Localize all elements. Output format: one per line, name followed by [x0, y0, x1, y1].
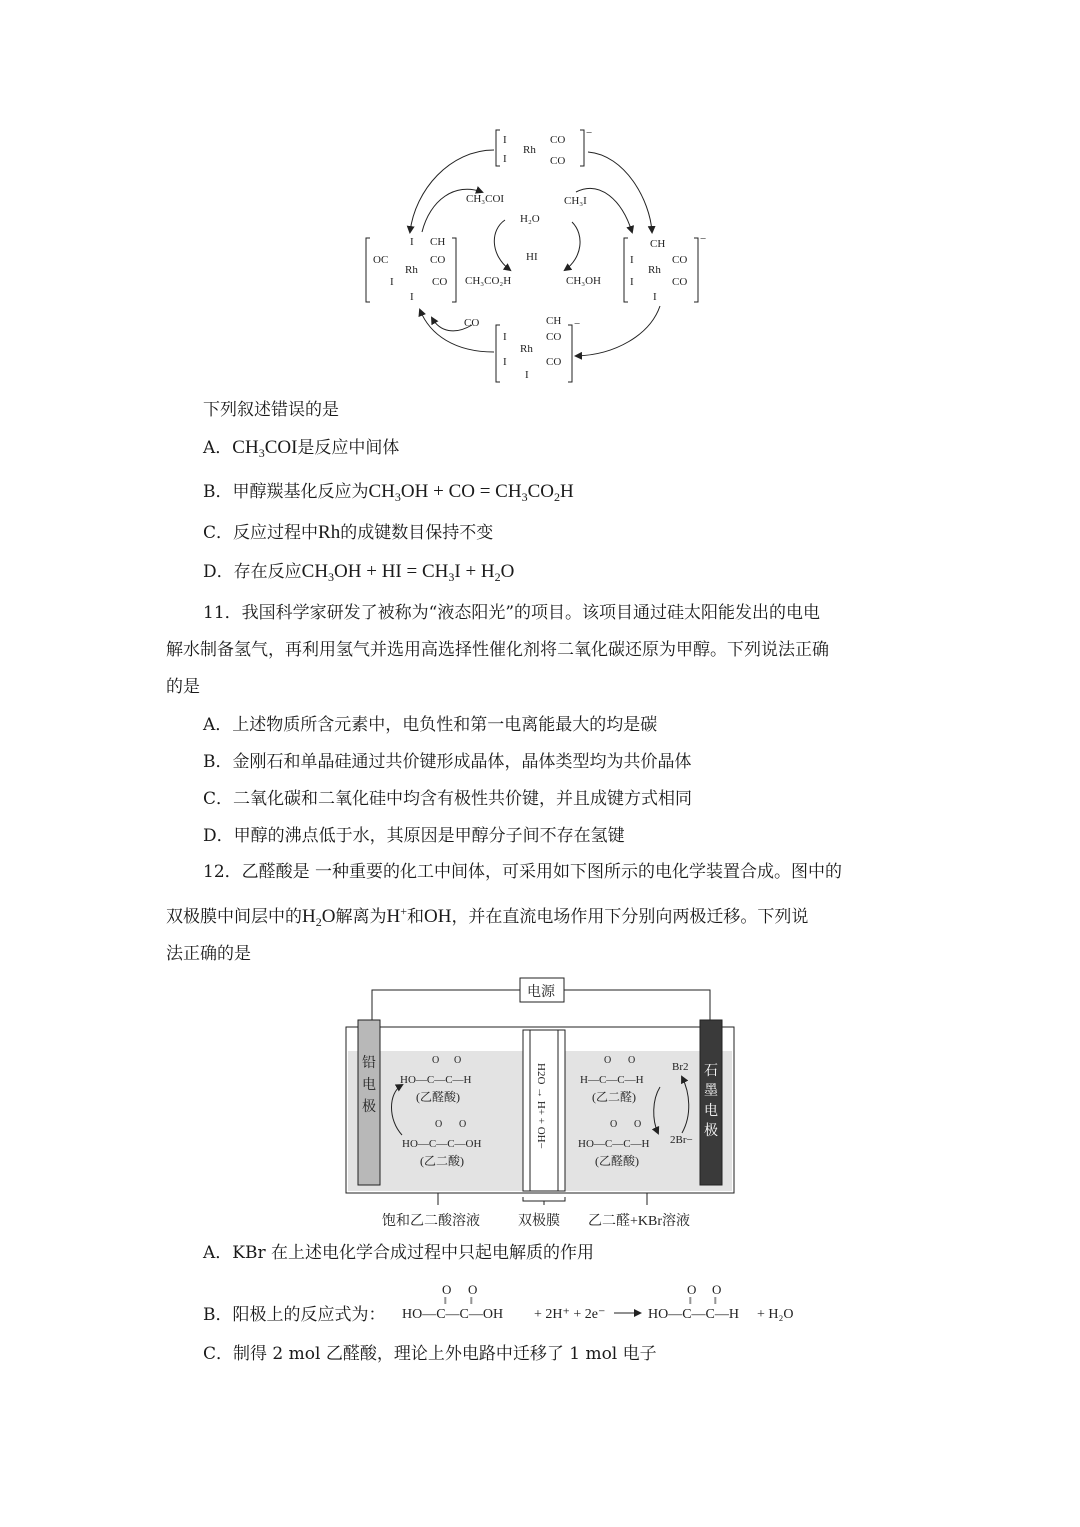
option-c-prefix: C．反应过程中 [203, 523, 319, 543]
svg-text:石: 石 [704, 1064, 718, 1079]
q10-option-c[interactable] [203, 521, 493, 545]
svg-text:CO: CO [432, 276, 448, 288]
svg-text:O: O [468, 1282, 478, 1297]
svg-text:I: I [503, 331, 507, 343]
svg-text:HO—C—C—H: HO—C—C—H [400, 1074, 472, 1086]
q12-line2-part-d: ，并在直流电场作用下分别向两极迁移。下列说 [451, 907, 809, 927]
svg-text:O: O [459, 1119, 467, 1130]
svg-text:Rh: Rh [405, 264, 418, 276]
svg-text:I: I [503, 134, 507, 146]
svg-text:I: I [653, 291, 657, 303]
q12-line2-part-a: 双极膜中间层中的 [166, 907, 302, 927]
label-right-solution: 乙二醛+KBr溶液 [588, 1214, 691, 1229]
option-b-equation: $CH_3OH$ + CO = $CH_3CO_2H$ [368, 481, 574, 504]
svg-text:O: O [634, 1119, 642, 1130]
membrane-equation: H2O → H+ + OH− [535, 1063, 547, 1149]
svg-text:极: 极 [362, 1100, 376, 1115]
svg-text:Rh: Rh [648, 264, 661, 276]
svg-text:O: O [610, 1119, 618, 1130]
species-hi: HI [526, 251, 538, 263]
q12-stem-line1: 12．乙醛酸是 一种重要的化工中间体，可采用如下图所示的电化学装置合成。图中的 [203, 862, 843, 882]
q12-oh: OH [423, 906, 452, 927]
q12-stem-line2 [166, 905, 808, 929]
anode-reaction-equation [402, 1278, 812, 1330]
q11-stem-line3: 的是 [166, 677, 200, 697]
label-membrane: 双极膜 [518, 1214, 560, 1229]
q11-option-d[interactable]: D．甲醇的沸点低于水，其原因是甲醇分子间不存在氢键 [203, 826, 625, 846]
q12-option-a[interactable]: A．KBr 在上述电化学合成过程中只起电解质的作用 [203, 1243, 594, 1263]
svg-text:CO: CO [550, 155, 566, 167]
svg-text:墨: 墨 [704, 1084, 718, 1099]
svg-text:(乙二酸): (乙二酸) [420, 1154, 464, 1168]
svg-text:I: I [630, 254, 634, 266]
option-a-formula: $CH_3COI$ [232, 437, 298, 460]
svg-text:HO—C—C—H: HO—C—C—H [648, 1307, 740, 1322]
svg-text:Rh: Rh [520, 343, 533, 355]
svg-text:−: − [586, 127, 593, 139]
label-left-solution: 饱和乙二酸溶液 [382, 1214, 480, 1229]
svg-text:‖: ‖ [470, 1296, 473, 1307]
species-ch3co2h: CH₃CO₂H [465, 275, 512, 287]
svg-text:O: O [604, 1055, 612, 1066]
svg-text:CO: CO [430, 254, 446, 266]
svg-text:(乙醛酸): (乙醛酸) [416, 1090, 460, 1104]
svg-text:CH: CH [430, 236, 446, 248]
species-co: CO [464, 317, 480, 329]
svg-text:I: I [525, 369, 529, 381]
svg-text:O: O [435, 1119, 443, 1130]
svg-text:Rh: Rh [523, 144, 536, 156]
species-ch3coi: CH₃COI [466, 193, 505, 205]
svg-text:I: I [503, 153, 507, 165]
option-a-text: 是反应中间体 [297, 438, 400, 458]
q12-option-b[interactable] [203, 1303, 386, 1327]
q10-option-b[interactable] [203, 480, 574, 504]
svg-text:CO: CO [672, 276, 688, 288]
svg-text:I: I [410, 236, 414, 248]
svg-text:铅: 铅 [362, 1056, 376, 1071]
q12-h-plus: H+ [386, 904, 407, 927]
power-source-label: 电源 [527, 985, 555, 1000]
svg-text:O: O [454, 1055, 462, 1066]
svg-text:CO: CO [546, 356, 562, 368]
q12-option-b-prefix: B．阳极上的反应式为： [203, 1305, 386, 1325]
option-d-equation: $CH_3OH$ + HI = $CH_3I + H_2O$ [301, 561, 515, 584]
left-rh-complex [366, 236, 456, 303]
bottom-rh-complex [496, 315, 580, 382]
svg-text:CH: CH [546, 315, 562, 327]
species-ch3oh: CH₃OH [566, 275, 602, 287]
svg-text:(乙醛酸): (乙醛酸) [595, 1154, 639, 1168]
top-rh-complex [496, 127, 592, 167]
svg-text:CO: CO [546, 331, 562, 343]
svg-text:HO—C—C—OH: HO—C—C—OH [402, 1307, 504, 1322]
svg-text:HO—C—C—OH: HO—C—C—OH [402, 1138, 482, 1150]
q12-line2-part-b: 解离为 [335, 907, 387, 927]
svg-text:O: O [687, 1282, 697, 1297]
graphite-electrode [700, 1020, 722, 1185]
right-rh-complex [624, 233, 706, 303]
q11-option-c[interactable]: C．二氧化碳和二氧化硅中均含有极性共价键，并且成键方式相同 [203, 789, 693, 809]
svg-text:‖: ‖ [714, 1296, 717, 1307]
svg-text:电: 电 [362, 1078, 376, 1093]
svg-text:‖: ‖ [689, 1296, 692, 1307]
q10-option-d[interactable] [203, 560, 514, 584]
svg-text:−: − [700, 233, 707, 245]
q11-option-b[interactable]: B．金刚石和单晶硅通过共价键形成晶体，晶体类型均为共价晶体 [203, 752, 692, 772]
svg-text:O: O [628, 1055, 636, 1066]
species-ch3i: CH₃I [564, 195, 587, 207]
option-d-prefix: D．存在反应 [203, 562, 302, 582]
svg-text:CO: CO [550, 134, 566, 146]
catalytic-cycle-diagram [360, 120, 720, 390]
svg-text:I: I [503, 356, 507, 368]
svg-text:I: I [630, 276, 634, 288]
svg-text:OC: OC [373, 254, 389, 266]
svg-text:(乙二醛): (乙二醛) [592, 1090, 636, 1104]
option-c-rh: Rh [318, 522, 341, 543]
svg-text:O: O [442, 1282, 452, 1297]
q11-option-a[interactable]: A．上述物质所含元素中，电负性和第一电离能最大的均是碳 [203, 715, 658, 735]
svg-text:CH: CH [650, 238, 666, 250]
q10-option-a[interactable] [203, 436, 399, 460]
svg-text:电: 电 [704, 1104, 718, 1119]
svg-text:‖: ‖ [444, 1296, 447, 1307]
q11-stem-line2: 解水制备氢气，再利用氢气并选用高选择性催化剂将二氧化碳还原为甲醇。下列说法正确 [166, 640, 829, 660]
svg-text:O: O [432, 1055, 440, 1066]
svg-text:I: I [410, 291, 414, 303]
q12-option-c[interactable]: C．制得 2 mol 乙醛酸，理论上外电路中迁移了 1 mol 电子 [203, 1344, 657, 1364]
q10-stem: 下列叙述错误的是 [203, 400, 339, 420]
svg-text:−: − [574, 318, 581, 330]
svg-text:+ H₂O: + H₂O [757, 1307, 794, 1322]
br-minus-label: 2Br− [670, 1134, 693, 1146]
svg-text:CO: CO [672, 254, 688, 266]
species-h2o: H₂O [520, 213, 540, 225]
electrochemical-cell-diagram [340, 975, 740, 1237]
svg-text:HO—C—C—H: HO—C—C—H [578, 1138, 650, 1150]
svg-text:I: I [390, 276, 394, 288]
q12-stem-line3: 法正确的是 [166, 944, 251, 964]
option-a-prefix: A． [203, 438, 233, 458]
svg-text:H—C—C—H: H—C—C—H [580, 1074, 644, 1086]
option-b-prefix: B．甲醇羰基化反应为 [203, 482, 369, 502]
svg-text:+ 2H⁺ + 2e⁻: + 2H⁺ + 2e⁻ [534, 1307, 606, 1322]
option-c-text: 的成键数目保持不变 [340, 523, 494, 543]
br2-label: Br2 [672, 1061, 689, 1073]
q11-stem-line1: 11．我国科学家研发了被称为“液态阳光”的项目。该项目通过硅太阳能发出的电电 [203, 603, 821, 623]
svg-text:极: 极 [704, 1124, 718, 1139]
svg-text:O: O [712, 1282, 722, 1297]
q12-h2o: $H_2O$ [302, 906, 336, 929]
q12-line2-part-c: 和 [406, 907, 424, 927]
